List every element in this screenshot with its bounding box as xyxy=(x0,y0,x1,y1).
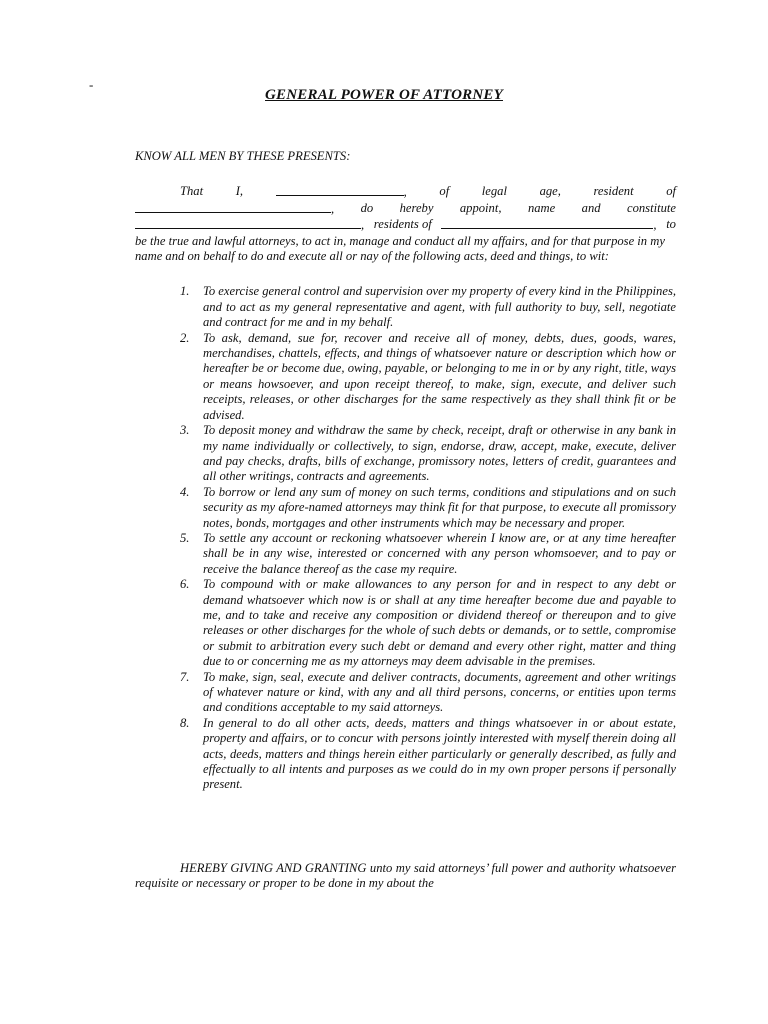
list-item xyxy=(180,669,676,716)
list-item xyxy=(180,284,676,330)
list-item xyxy=(180,484,676,531)
opening-line: KNOW ALL MEN BY THESE PRESENTS: xyxy=(135,149,351,163)
intro-line-1 xyxy=(135,184,676,200)
intro-word: age, xyxy=(539,184,561,199)
item-number: 2. xyxy=(180,330,190,345)
intro-word: to xyxy=(666,217,676,232)
intro-word: do xyxy=(360,200,374,215)
item-text: To ask, demand, sue for, recover and receive all of money, debts, dues, goods, wares, merchandises, chattels, effects, and things of whatsoever nature or description which how or hereafter be or become due, owing, payable, or belonging to me in or by any right, title, ways or means howsoever, and upon receipt thereof, to make, sign, execute, and deliver such receipts, releases, or other discharges for the same respectively as they shall think fit or be advised. xyxy=(203,330,676,422)
name-blank[interactable]: , xyxy=(276,184,407,200)
item-number: 1. xyxy=(180,284,190,299)
intro-word: constitute xyxy=(626,200,676,215)
item-text: To compound with or make allowances to any person for and in respect to any debt or demand whatsoever which now is or shall at any time hereafter become due and payable to me, and to take and receive any composition or dividend thereof or thereupon and to give releases or other discharges for the whole of such debts or demands, or to settle, compromise or submit to arbitration every such debt or demand and every other right, matter and thing due to or concerning me as my attorneys may deem advisable in the premises. xyxy=(203,577,676,669)
list-item xyxy=(180,530,676,577)
item-text: To borrow or lend any sum of money on such terms, conditions and stipulations and on such security as my afore-named attorneys may think fit for that purpose, to execute all promissory notes, bonds, mortgages and other instruments which may be necessary and proper. xyxy=(203,484,676,530)
item-text: In general to do all other acts, deeds, matters and things whatsoever in or about estate, property and affairs, or to concur with persons jointly interested with myself therein doing all acts, deeds, matters and things herein either particularly or generally described, as fully and effectually to all intents and purposes as we could do in my own proper persons if personally present. xyxy=(203,715,676,792)
item-number: 6. xyxy=(180,577,190,592)
intro-word: residents of xyxy=(373,217,432,232)
item-number: 8. xyxy=(180,715,190,730)
intro-word: of xyxy=(439,184,450,199)
document-title: GENERAL POWER OF ATTORNEY xyxy=(265,87,503,103)
list-item xyxy=(180,423,676,485)
item-text: To settle any account or reckoning whatsoever wherein I know are, or at any time hereafter shall be in any wise, interested or concerned with any person whomsoever, and to pay or receive the balance thereof as the case my require. xyxy=(203,530,676,576)
attorneys-blank[interactable]: , xyxy=(135,217,364,233)
intro-word: name xyxy=(527,200,556,215)
intro-word: I, xyxy=(235,184,244,199)
intro-line-2 xyxy=(135,201,676,217)
powers-list xyxy=(135,284,676,792)
intro-word: appoint, xyxy=(459,200,502,215)
intro-word: hereby xyxy=(399,200,434,215)
item-text: To make, sign, seal, execute and deliver contracts, documents, agreement and other writings of whatever nature or kind, with any and all third persons, concerns, or entities upon terms and conditions acceptable to my said attorneys. xyxy=(203,669,676,715)
intro-word: resident xyxy=(593,184,634,199)
item-number: 7. xyxy=(180,669,190,684)
list-item xyxy=(180,330,676,423)
item-number: 3. xyxy=(180,423,190,438)
document-body xyxy=(135,149,676,904)
intro-word: and xyxy=(581,200,601,215)
intro-word: of xyxy=(666,184,676,199)
stray-mark: - xyxy=(89,77,94,92)
item-text: To deposit money and withdraw the same by check, receipt, draft or otherwise in any bank in my name individually or collectively, to sign, endorse, draw, accept, make, execute, deliver and pay checks, drafts, bills of exchange, promissory notes, letters of credit, guarantees and all other writings, contracts and agreements. xyxy=(203,423,676,484)
list-item xyxy=(180,715,676,793)
intro-word: legal xyxy=(481,184,507,199)
closing-paragraph: HEREBY GIVING AND GRANTING unto my said attorneys’ full power and authority whatsoever requisite or necessary or proper to be done in my about the xyxy=(135,860,676,891)
residence-blank[interactable]: , xyxy=(441,217,656,233)
intro-line-3 xyxy=(135,217,676,233)
intro-body: be the true and lawful attorneys, to act in, manage and conduct all my affairs, and for that purpose in my name and on behalf to do and execute all or nay of the following acts, deed and things, to wit: xyxy=(135,233,665,264)
item-number: 5. xyxy=(180,530,190,545)
intro-paragraph xyxy=(135,184,676,264)
address-blank[interactable]: , xyxy=(135,201,334,217)
item-text: To exercise general control and supervision over my property of every kind in the Philippines, and to act as my general representative and agent, with full authority to buy, sell, negotiate and contract for me and in my behalf. xyxy=(203,284,676,330)
intro-word: That xyxy=(180,184,204,199)
item-number: 4. xyxy=(180,484,190,499)
list-item xyxy=(180,577,676,669)
